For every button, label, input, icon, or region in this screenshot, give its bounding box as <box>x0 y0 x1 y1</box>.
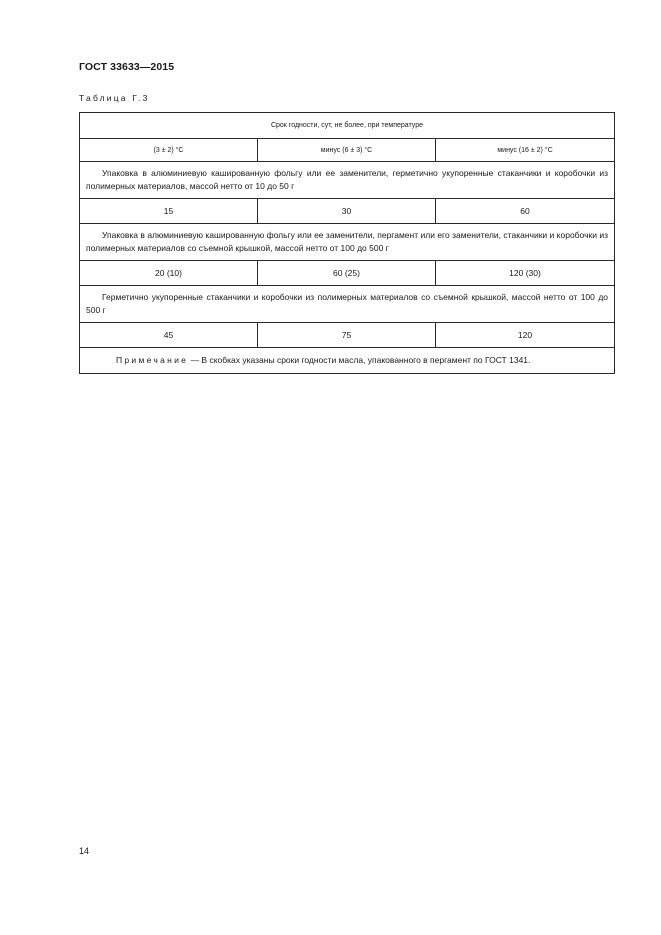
value-cell: 60 <box>436 199 615 224</box>
value-cell: 45 <box>80 323 258 348</box>
span-header-cell: Срок годности, сут, не более, при температуре <box>80 113 615 139</box>
temperature-row <box>80 139 615 162</box>
shelf-life-table <box>79 112 615 374</box>
table-header-row <box>80 113 615 139</box>
table-caption: Таблица Г.3 <box>79 93 150 103</box>
note-row <box>80 348 615 374</box>
group-description-3: Герметично укупоренные стаканчики и коробочки из полимерных материалов со съемной крышкой, массой нетто от 100 до 500 г <box>80 286 615 323</box>
table-note <box>80 348 615 374</box>
temp-header-1: (3 ± 2) °С <box>80 139 258 162</box>
value-cell: 20 (10) <box>80 261 258 286</box>
note-label: Примечание <box>116 355 189 365</box>
group-values-row <box>80 261 615 286</box>
group-description-row <box>80 162 615 199</box>
value-cell: 120 (30) <box>436 261 615 286</box>
group-description-1: Упаковка в алюминиевую кашированную фольгу или ее заменители, герметично укупоренные стаканчики и коробочки из полимерных материалов, массой нетто от 10 до 50 г <box>80 162 615 199</box>
page-number: 14 <box>79 846 90 856</box>
value-cell: 120 <box>436 323 615 348</box>
group-values-row <box>80 199 615 224</box>
temp-header-3: минус (16 ± 2) °С <box>436 139 615 162</box>
value-cell: 75 <box>258 323 436 348</box>
document-title: ГОСТ 33633—2015 <box>79 61 175 73</box>
group-description-row <box>80 224 615 261</box>
group-description-row <box>80 286 615 323</box>
group-description-2: Упаковка в алюминиевую кашированную фольгу или ее заменители, пергамент или его заменители, стаканчики и коробочки из полимерных материалов со съемной крышкой, массой нетто от 100 до 500 г <box>80 224 615 261</box>
value-cell: 60 (25) <box>258 261 436 286</box>
temp-header-2: минус (6 ± 3) °С <box>258 139 436 162</box>
group-values-row <box>80 323 615 348</box>
value-cell: 30 <box>258 199 436 224</box>
note-text: — В скобках указаны сроки годности масла, упакованного в пергамент по ГОСТ 1341. <box>188 355 531 365</box>
value-cell: 15 <box>80 199 258 224</box>
